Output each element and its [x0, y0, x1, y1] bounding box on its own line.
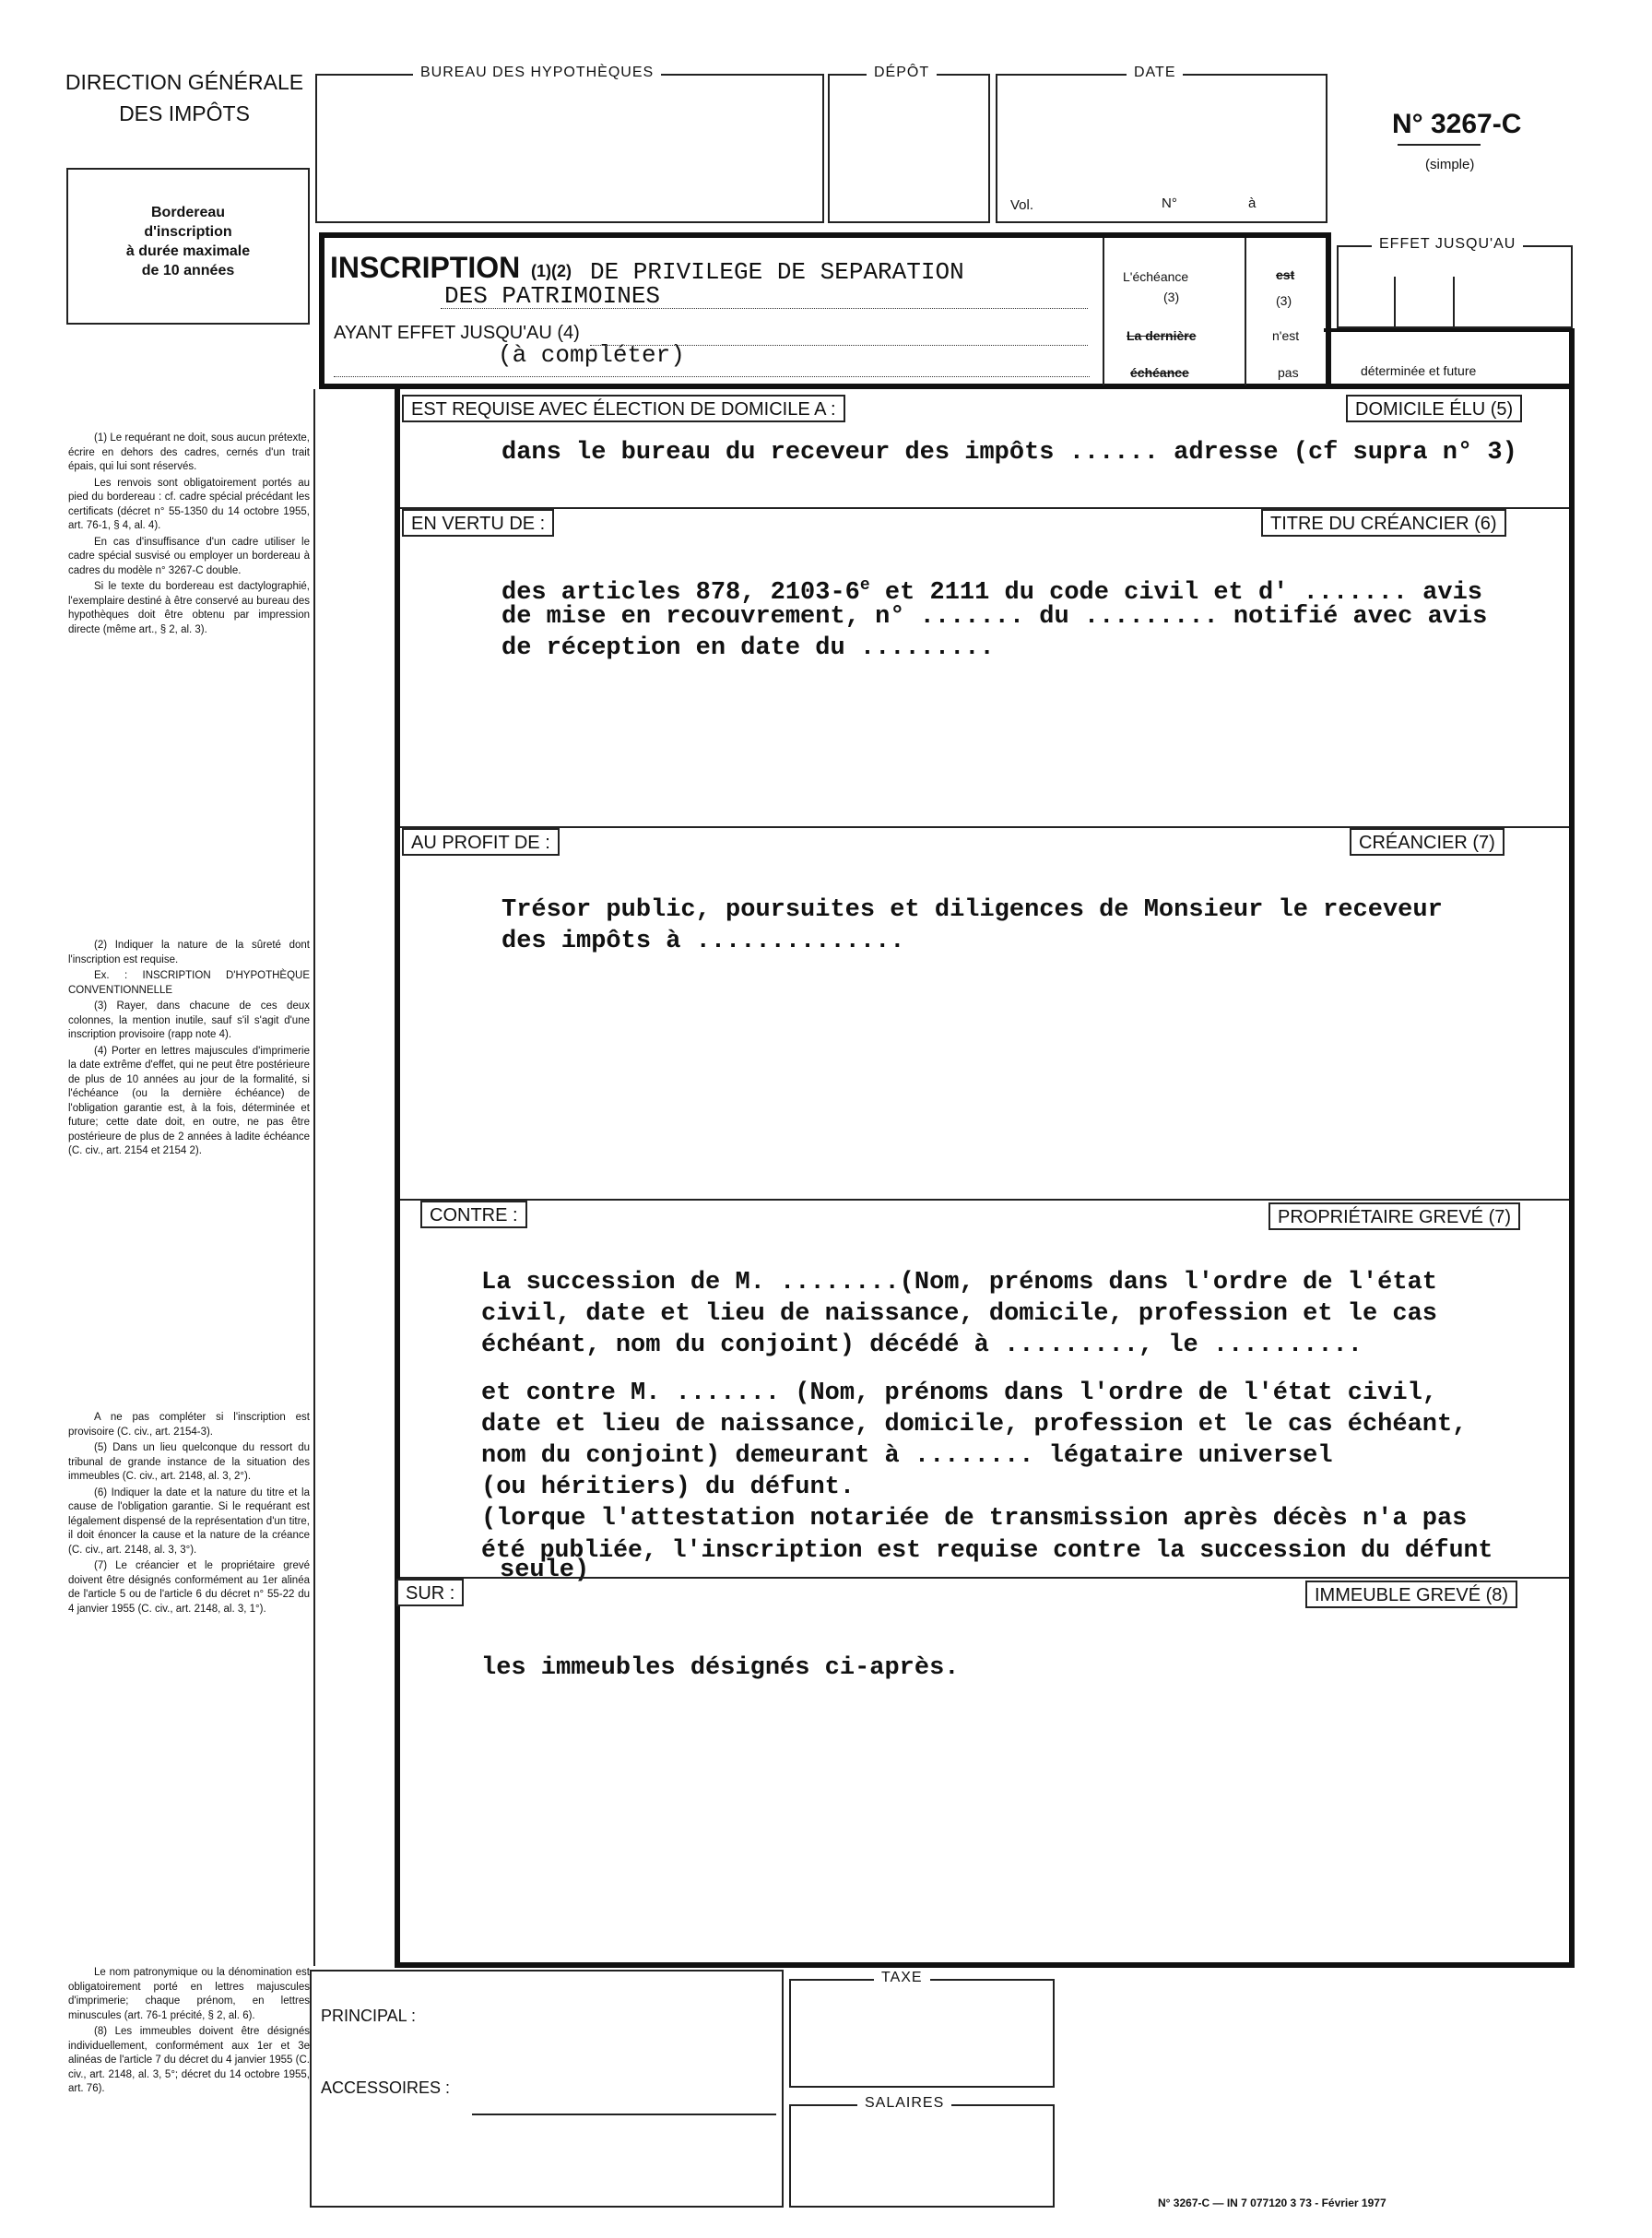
note-1-p1: (1) Le requérant ne doit, sous aucun prétexte, écrire en dehors des cadres, cernés d'un trait épais, qui lui sont réservés. — [68, 432, 310, 472]
date-label: DATE — [1127, 65, 1183, 81]
note-4b: A ne pas compléter si l'inscription est provisoire (C. civ., art. 2154-3). — [68, 1412, 310, 1438]
immeuble-text: les immeubles désignés ci-après. — [481, 1654, 960, 1682]
proprietaire-line-2: civil, date et lieu de naissance, domicile, profession et le cas — [481, 1300, 1437, 1328]
proprietaire-separator — [400, 1199, 1569, 1201]
note-1-p3: En cas d'insuffisance d'un cadre utiliser le cadre spécial susvisé ou employer un bordereau à cadres du modèle n° 3267-C double. — [68, 536, 310, 576]
salaires-box — [789, 2104, 1055, 2208]
effet-cell-divider-1 — [1394, 277, 1396, 328]
echeance-divider-left — [1103, 238, 1104, 385]
creancier-left-tab: AU PROFIT DE : — [402, 828, 560, 856]
form-number-underline — [1398, 144, 1481, 146]
echeance-ref: (3) — [1163, 290, 1180, 304]
effet-cell-divider-2 — [1453, 277, 1455, 328]
bureau-label: BUREAU DES HYPOTHÈQUES — [413, 65, 661, 81]
agency-line-1: DIRECTION GÉNÉRALE — [65, 70, 304, 94]
echeance2-label: échéance — [1130, 365, 1189, 380]
est-ref: (3) — [1276, 293, 1292, 308]
proprietaire-left-tab: CONTRE : — [420, 1201, 527, 1228]
note-7: (7) Le créancier et le propriétaire grevé doivent être désignés conformément au 1er alinéa de l'article 5 ou de l'article 6 du décret n° 55-22 du 4 janvier 1955 (C. civ., art. 2148, al. 3, 1°). — [68, 1560, 310, 1615]
creancier-line-2: des impôts à .............. — [502, 928, 905, 955]
determinee-label: déterminée et future — [1361, 363, 1477, 378]
ayant-effet-dotline-2 — [334, 376, 1090, 377]
determinee-box — [1324, 328, 1575, 389]
note-2: (2) Indiquer la nature de la sûreté dont l'inscription est requise. — [68, 940, 310, 965]
creancier-line-1: Trésor public, poursuites et diligences de Monsieur le receveur — [502, 896, 1443, 924]
titre-line-1-sup: e — [859, 576, 870, 595]
note-1-p2: Les renvois sont obligatoirement portés au pied du bordereau : cf. cadre spécial précédant les certificats (décret n° 55-1350 du 14 octobre 1955, art. 76-1, § 4, al. 4). — [68, 477, 310, 531]
depot-box — [828, 74, 990, 223]
doc-type-box — [66, 168, 310, 325]
pas-label: pas — [1278, 365, 1299, 380]
proprietaire-line-3: échéant, nom du conjoint) décédé à ........., le .......... — [481, 1332, 1363, 1359]
imprint: N° 3267-C — IN 7 077120 3 73 - Février 1977 — [1158, 2197, 1386, 2209]
echeance-label: L'échéance — [1123, 269, 1189, 284]
effet-jusquau-box — [1337, 245, 1573, 328]
proprietaire-line-1: La succession de M. ........(Nom, prénoms dans l'ordre de l'état — [481, 1269, 1437, 1297]
creancier-right-tab: CRÉANCIER (7) — [1350, 828, 1504, 856]
immeuble-left-tab: SUR : — [396, 1579, 464, 1606]
echeance-divider-mid — [1245, 238, 1246, 385]
domicile-left-tab: EST REQUISE AVEC ÉLECTION DE DOMICILE A : — [402, 395, 845, 422]
proprietaire-line-8: (lorque l'attestation notariée de transmission après décès n'a pas — [481, 1505, 1468, 1533]
agency-name — [55, 66, 313, 129]
notes-block-2 — [68, 939, 310, 1161]
salaires-label: SALAIRES — [857, 2095, 951, 2112]
doc-type-line-4: de 10 années — [141, 263, 235, 278]
effet-jusquau-label: EFFET JUSQU'AU — [1372, 236, 1523, 253]
proprietaire-line-5: date et lieu de naissance, domicile, profession et le cas échéant, — [481, 1411, 1468, 1439]
inscription-dotline — [441, 308, 1088, 309]
proprietaire-line-9: été publiée, l'inscription est requise contre la succession du défunt — [481, 1536, 1493, 1564]
form-variant: (simple) — [1425, 157, 1475, 172]
nest-label: n'est — [1272, 328, 1300, 343]
proprietaire-line-4: et contre M. ....... (Nom, prénoms dans l'ordre de l'état civil, — [481, 1380, 1437, 1407]
inscription-title: INSCRIPTION — [330, 251, 521, 284]
doc-type-line-3: à durée maximale — [125, 243, 251, 259]
note-1-p4: Si le texte du bordereau est dactylographié, l'exemplaire destiné à être conservé au bureau des hypothèques doit être obtenu par impression directe (même art., § 2, al. 3). — [68, 581, 310, 635]
note-3: (3) Rayer, dans chacune de ces deux colonnes, la mention inutile, sauf s'il s'agit d'une inscription provisoire (rapp note 4). — [68, 1001, 310, 1040]
vol-label: Vol. — [1010, 197, 1034, 213]
inscription-nature-line-2: DES PATRIMOINES — [444, 282, 661, 310]
taxe-label: TAXE — [874, 1970, 930, 1986]
proprietaire-line-7: (ou héritiers) du défunt. — [481, 1474, 856, 1501]
a-label: à — [1248, 195, 1257, 211]
titre-line-2: de mise en recouvrement, n° ....... du ......... notifié avec avis — [502, 603, 1488, 631]
titre-line-1b: et 2111 du code civil et d' ....... avis — [869, 579, 1482, 607]
left-margin-line — [313, 389, 315, 1966]
note-7b: Le nom patronymique ou la dénomination est obligatoirement porté en lettres majuscules d'imprimerie; chaque prénom, en lettres minuscules (art. 76-1 précité, § 2, al. 6). — [68, 1967, 310, 2021]
note-5: (5) Dans un lieu quelconque du ressort du tribunal de grande instance de la situation des immeubles (C. civ., art. 2148, al. 3, 2°). — [68, 1442, 310, 1482]
note-8: (8) Les immeubles doivent être désignés individuellement, conformément aux 1er et 3e alinéas de l'article 7 du décret du 4 janvier 1955 (C. civ., art. 2148, al. 3, 5°; décret du 14 octobre 1955, art. 76). — [68, 2026, 310, 2094]
proprietaire-line-6: nom du conjoint) demeurant à ........ légataire universel — [481, 1442, 1333, 1470]
accessoires-label: ACCESSOIRES : — [321, 2078, 451, 2097]
titre-left-tab: EN VERTU DE : — [402, 509, 554, 537]
notes-block-4 — [68, 1966, 310, 2099]
note-4: (4) Porter en lettres majuscules d'imprimerie la date extrême d'effet, qui ne peut être postérieure de plus de 10 années au jour de la formalité, si l'échéance (ou la dernière échéance) de l'obligation garantie est, à la fois, déterminée et future; cette date doit, en outre, ne pas être postérieure de plus de 2 années à ladite échéance (C. civ., art. 2154 et 2154 2). — [68, 1045, 310, 1156]
notes-block-1 — [68, 432, 310, 639]
bureau-box — [315, 74, 824, 223]
accessoires-line — [472, 2114, 776, 2115]
doc-type-line-1: Bordereau — [150, 205, 226, 220]
derniere-label: La dernière — [1127, 328, 1197, 343]
num-label: N° — [1162, 195, 1177, 211]
titre-right-tab: TITRE DU CRÉANCIER (6) — [1261, 509, 1506, 537]
immeuble-separator — [400, 1577, 1569, 1579]
titre-line-1a: des articles 878, 2103-6 — [502, 579, 860, 607]
note-2-example: Ex. : INSCRIPTION D'HYPOTHÈQUE CONVENTIONNELLE — [68, 970, 310, 996]
titre-line-3: de réception en date du ......... — [502, 634, 995, 662]
depot-label: DÉPÔT — [867, 65, 937, 81]
principal-label: PRINCIPAL : — [321, 2007, 417, 2025]
ayant-effet-dotline — [590, 345, 1088, 346]
form-number: N° 3267-C — [1392, 109, 1522, 139]
proprietaire-line-10: seule) — [500, 1557, 590, 1584]
inscription-refs: (1)(2) — [531, 262, 572, 280]
immeuble-right-tab: IMMEUBLE GREVÉ (8) — [1305, 1581, 1517, 1608]
domicile-right-tab: DOMICILE ÉLU (5) — [1346, 395, 1522, 422]
agency-line-2: DES IMPÔTS — [119, 101, 250, 125]
domicile-text: dans le bureau du receveur des impôts ...... adresse (cf supra n° 3) — [502, 439, 1517, 467]
doc-type-line-2: d'inscription — [144, 224, 232, 240]
taxe-box — [789, 1979, 1055, 2088]
proprietaire-right-tab: PROPRIÉTAIRE GREVÉ (7) — [1268, 1202, 1520, 1230]
ayant-effet-value: (à compléter) — [498, 341, 685, 369]
notes-block-3 — [68, 1411, 310, 1618]
note-6: (6) Indiquer la date et la nature du titre et la cause de l'obligation garantie. Si le requérant est légalement dispensé de la représentation d'un titre, il doit énoncer la cause et la nature de la créance (C. civ., art. 2148, al. 3, 3°). — [68, 1486, 310, 1556]
est-label: est — [1276, 267, 1295, 282]
ayant-effet-label: AYANT EFFET JUSQU'AU (4) — [334, 323, 580, 343]
inscription-nature-line-1: DE PRIVILEGE DE SEPARATION — [590, 258, 964, 286]
